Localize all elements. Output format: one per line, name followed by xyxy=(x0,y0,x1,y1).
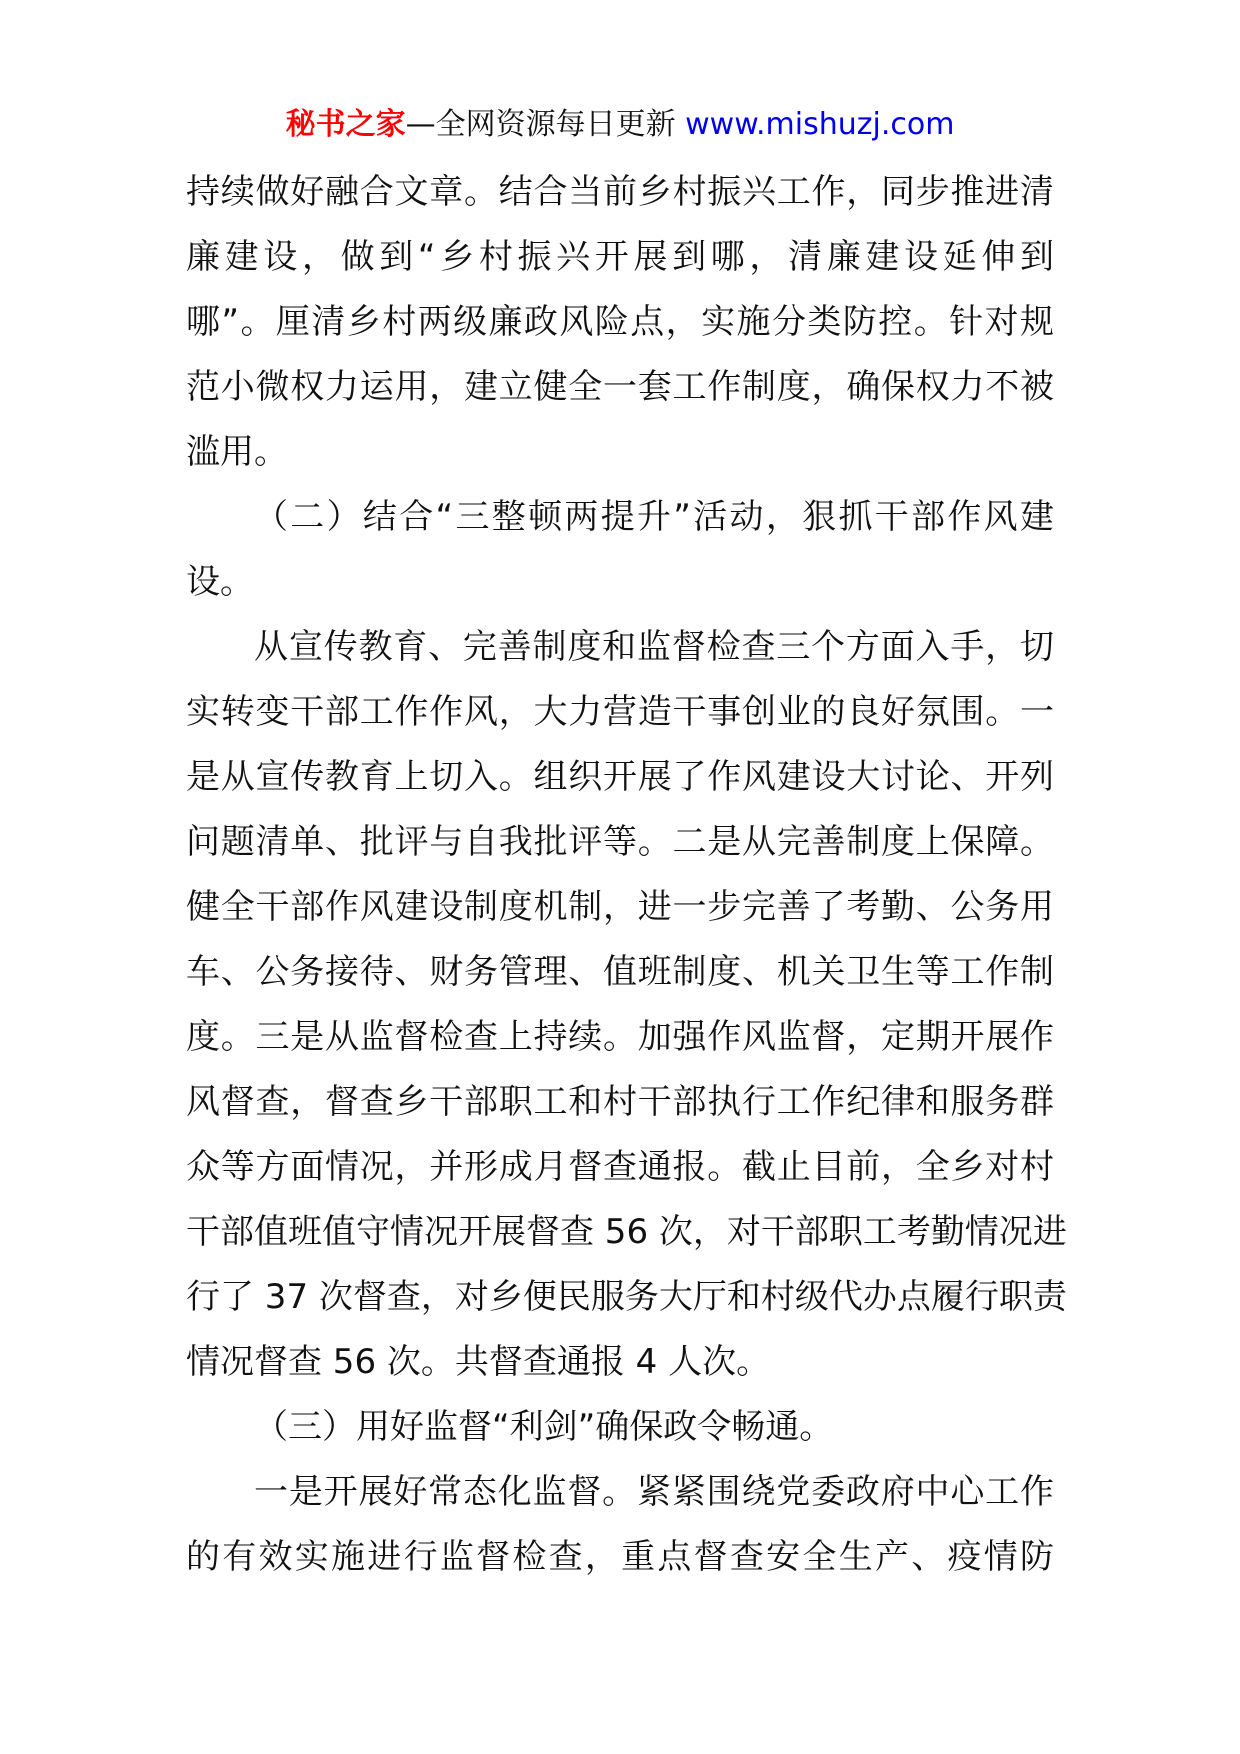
text-line: 车、公务接待、财务管理、值班制度、机关卫生等工作制 xyxy=(186,952,1054,992)
text-line: 情况督查 56 次。共督查通报 4 人次。 xyxy=(186,1342,771,1382)
text-line: 从宣传教育、完善制度和监督检查三个方面入手，切 xyxy=(254,627,1054,667)
text-line: 健全干部作风建设制度机制，进一步完善了考勤、公务用 xyxy=(186,887,1054,927)
text-line: 是从宣传教育上切入。组织开展了作风建设大讨论、开列 xyxy=(186,757,1054,797)
text-line: 干部值班值守情况开展督查 56 次，对干部职工考勤情况进 xyxy=(186,1212,1067,1252)
header-tagline: —全网资源每日更新 xyxy=(405,107,686,142)
text-line: 范小微权力运用，建立健全一套工作制度，确保权力不被 xyxy=(186,367,1054,407)
text-line: 风督查，督查乡干部职工和村干部执行工作纪律和服务群 xyxy=(186,1082,1054,1122)
text-line: 哪”。厘清乡村两级廉政风险点，实施分类防控。针对规 xyxy=(186,302,1054,342)
text-line: 一是开展好常态化监督。紧紧围绕党委政府中心工作 xyxy=(254,1472,1054,1512)
text-line: 滥用。 xyxy=(186,432,288,472)
text-line: 行了 37 次督查，对乡便民服务大厅和村级代办点履行职责 xyxy=(186,1277,1067,1317)
brand-name: 秘书之家 xyxy=(285,107,406,142)
section-heading: （二）结合“三整顿两提升”活动，狠抓干部作风建 xyxy=(254,497,1054,537)
text-line: 的有效实施进行监督检查，重点督查安全生产、疫情防 xyxy=(186,1537,1054,1577)
section-heading: （三）用好监督“利剑”确保政令畅通。 xyxy=(254,1407,834,1447)
website-link[interactable]: www.mishuzj.com xyxy=(685,107,955,142)
text-line: 问题清单、批评与自我批评等。二是从完善制度上保障。 xyxy=(186,822,1054,862)
page-header xyxy=(0,104,1240,146)
text-line: 廉建设，做到“乡村振兴开展到哪，清廉建设延伸到 xyxy=(186,237,1054,277)
text-line: 持续做好融合文章。结合当前乡村振兴工作，同步推进清 xyxy=(186,172,1054,212)
document-body xyxy=(186,160,1067,1590)
section-heading-continuation: 设。 xyxy=(186,562,254,602)
text-line: 实转变干部工作作风，大力营造干事创业的良好氛围。一 xyxy=(186,692,1054,732)
text-line: 众等方面情况，并形成月督查通报。截止目前，全乡对村 xyxy=(186,1147,1054,1187)
text-line: 度。三是从监督检查上持续。加强作风监督，定期开展作 xyxy=(186,1017,1054,1057)
